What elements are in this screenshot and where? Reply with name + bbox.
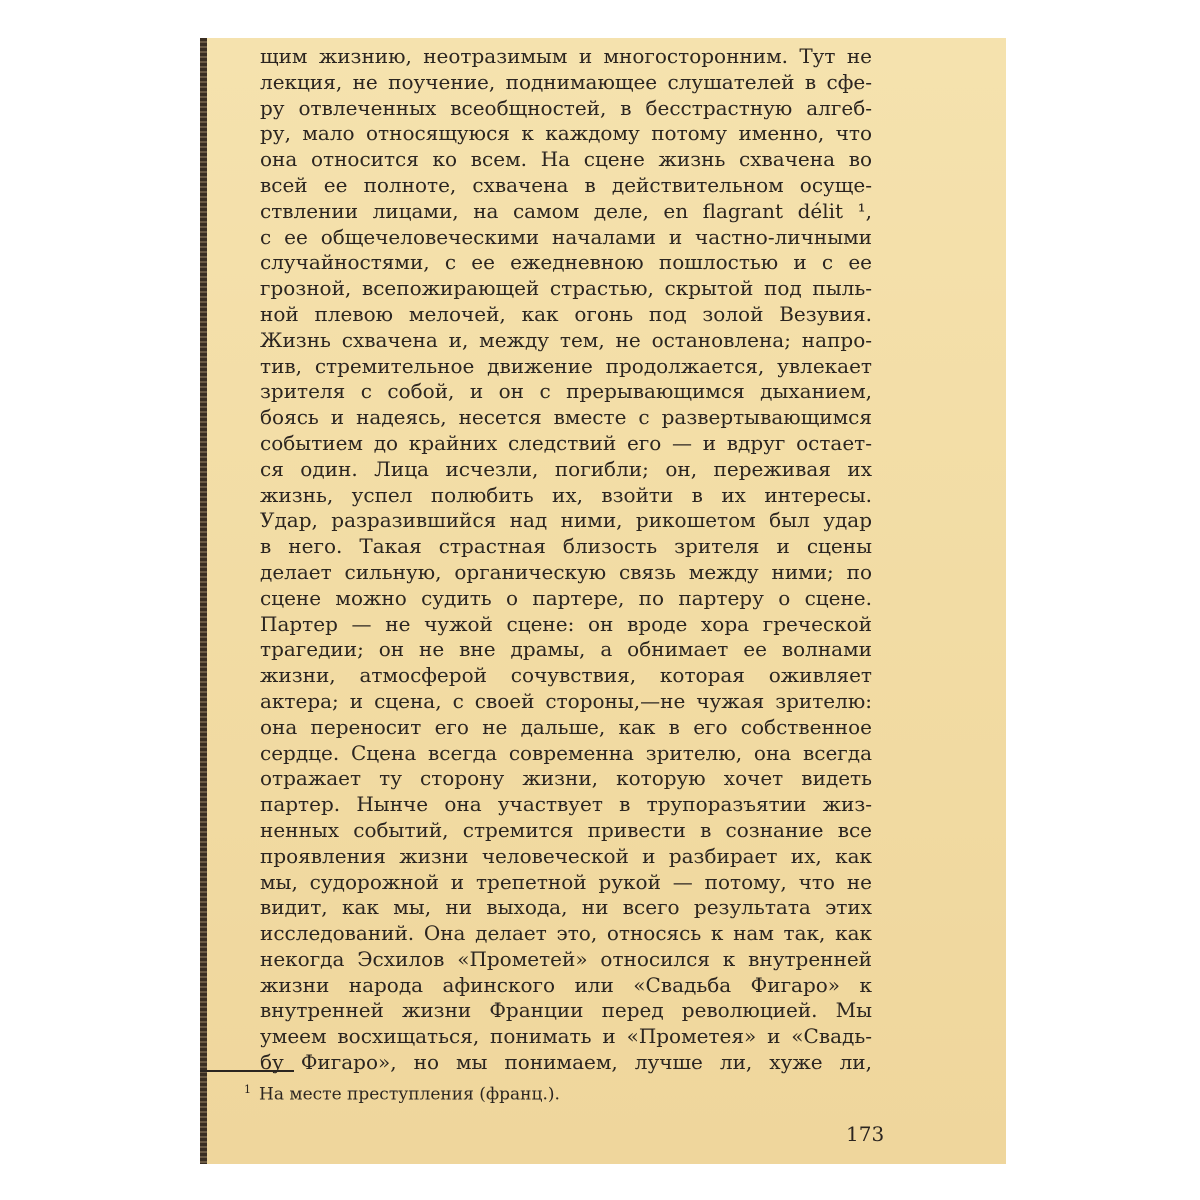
text-line: Удар, разразившийся над ними, рикошетом был удар <box>260 508 872 533</box>
text-line: Жизнь схвачена и, между тем, не остановлена; напро- <box>260 327 872 352</box>
footnote <box>244 1078 560 1107</box>
footnote-marker: 1 <box>244 1083 251 1096</box>
text-line: с ее общечеловеческими началами и частно-личными <box>260 224 872 249</box>
text-line: щим жизнию, неотразимым и многосторонним. Тут не <box>260 44 872 68</box>
text-line: боясь и надеясь, несется вместе с развертывающимся <box>260 405 872 430</box>
text-line: ру отвлеченных всеобщностей, в бесстрастную алгеб- <box>260 95 872 120</box>
main-text <box>260 44 872 1076</box>
footnote-text: На месте преступления (франц.). <box>259 1084 560 1105</box>
text-line: ствлении лицами, на самом деле, en flagrant délit ¹, <box>260 198 872 223</box>
text-line: трагедии; он не вне драмы, а обнимает ее волнами <box>260 637 872 662</box>
text-line: проявления жизни человеческой и разбирает их, как <box>260 843 872 868</box>
text-line: сердце. Сцена всегда современна зрителю, она всегда <box>260 740 872 765</box>
text-line: бу Фигаро», но мы понимаем, лучше ли, хуже ли, <box>260 1050 872 1075</box>
text-line: ся один. Лица исчезли, погибли; он, переживая их <box>260 456 872 481</box>
text-line: исследований. Она делает это, относясь к нам так, как <box>260 921 872 946</box>
text-line: жизни народа афинского или «Свадьба Фигаро» к <box>260 972 872 997</box>
text-line: мы, судорожной и трепетной рукой — потому, что не <box>260 869 872 894</box>
text-line: в него. Такая страстная близость зрителя и сцены <box>260 534 872 559</box>
text-line: ной плевою мелочей, как огонь под золой Везувия. <box>260 301 872 326</box>
text-line: ру, мало относящуюся к каждому потому именно, что <box>260 121 872 146</box>
binding-edge <box>200 38 207 1164</box>
text-line: грозной, всепожирающей страстью, скрытой под пыль- <box>260 276 872 301</box>
text-line: она относится ко всем. На сцене жизнь схвачена во <box>260 147 872 172</box>
text-line: ненных событий, стремится привести в сознание все <box>260 817 872 842</box>
text-line: сцене можно судить о партере, по партеру о сцене. <box>260 585 872 610</box>
text-line: актера; и сцена, с своей стороны,—не чужая зрителю: <box>260 688 872 713</box>
text-line: тив, стремительное движение продолжается, увлекает <box>260 353 872 378</box>
text-line: внутренней жизни Франции перед революцией. Мы <box>260 998 872 1023</box>
text-line: жизни, атмосферой сочувствия, которая оживляет <box>260 663 872 688</box>
text-line: лекция, не поучение, поднимающее слушателей в сфе- <box>260 69 872 94</box>
text-line: партер. Нынче она участвует в трупоразъятии жиз- <box>260 792 872 817</box>
text-line: жизнь, успел полюбить их, взойти в их интересы. <box>260 482 872 507</box>
text-line: некогда Эсхилов «Прометей» относился к внутренней <box>260 946 872 971</box>
text-line: умеем восхищаться, понимать и «Прометея» и «Свадь- <box>260 1024 872 1049</box>
text-line: всей ее полноте, схвачена в действительном осуще- <box>260 172 872 197</box>
text-line: отражает ту сторону жизни, которую хочет видеть <box>260 766 872 791</box>
book-page <box>200 38 1006 1164</box>
text-line: Партер — не чужой сцене: он вроде хора греческой <box>260 611 872 636</box>
text-line: видит, как мы, ни выхода, ни всего результата этих <box>260 895 872 920</box>
page-number: 173 <box>846 1122 885 1146</box>
text-line: зрителя с собой, и он с прерывающимся дыханием, <box>260 379 872 404</box>
text-line: случайностями, с ее ежедневною пошлостью и с ее <box>260 250 872 275</box>
text-line: событием до крайних следствий его — и вдруг остает- <box>260 430 872 455</box>
text-line: делает сильную, органическую связь между ними; по <box>260 559 872 584</box>
text-line: она переносит его не дальше, как в его собственное <box>260 714 872 739</box>
footnote-rule <box>200 1070 294 1072</box>
